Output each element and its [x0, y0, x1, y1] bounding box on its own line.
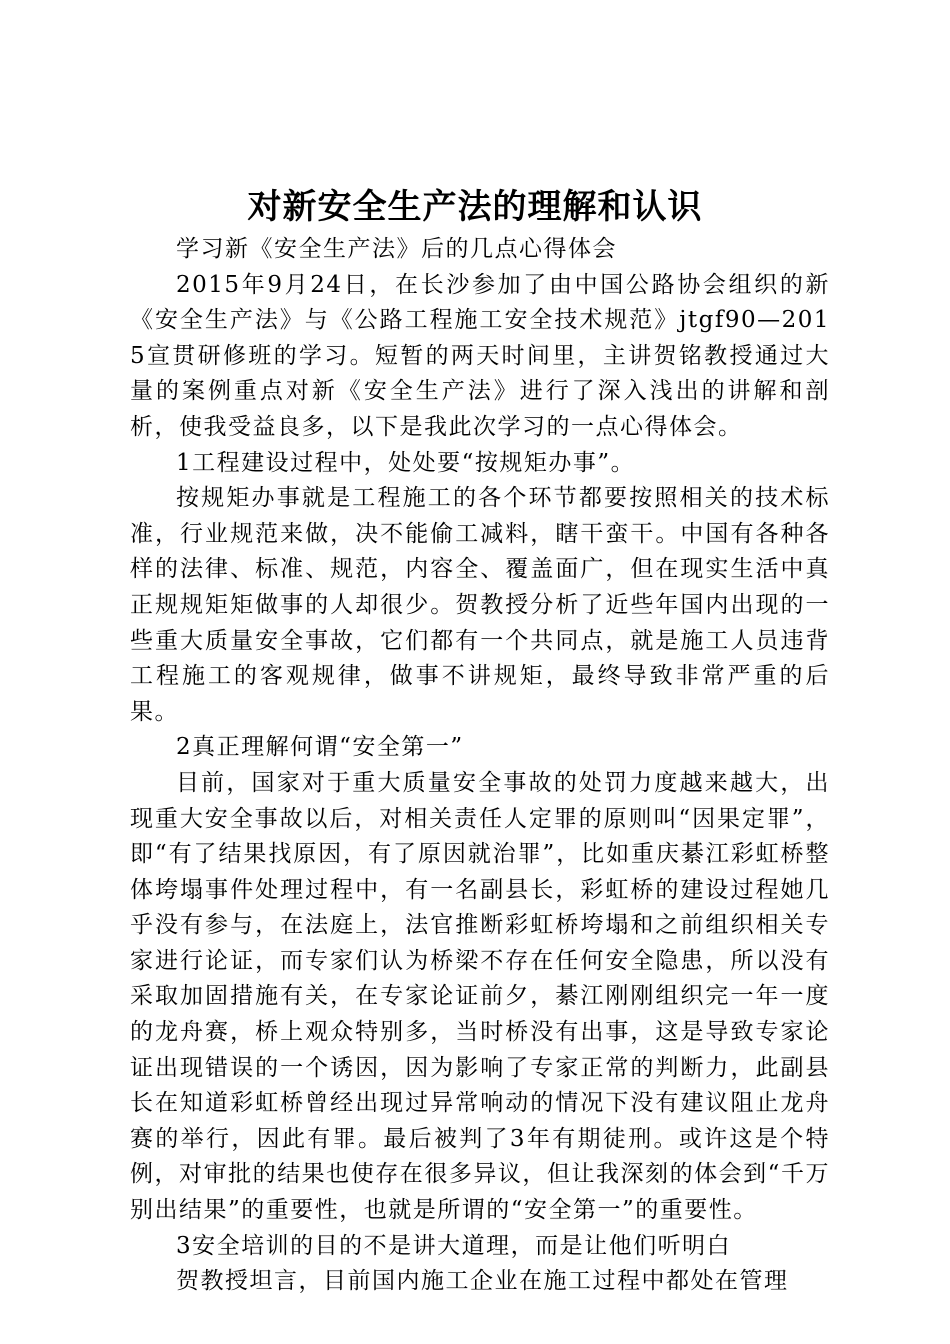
section-heading-3: 3安全培训的目的不是讲大道理，而是让他们听明白 [176, 1232, 732, 1259]
paragraph-section-2: 目前，国家对于重大质量安全事故的处罚力度越来越大，出现重大安全事故以后，对相关责任人定罪的原则叫“因果定罪”，即“有了结果找原因，有了原因就治罪”，比如重庆綦江彩虹桥整体垮塌事件处理过程中，有一名副县长，彩虹桥的建设过程她几乎没有参与，在法庭上，法官推断彩虹桥垮塌和之前组织相关专家进行论证，而专家们认为桥梁不存在任何安全隐患，所以没有采取加固措施有关，在专家论证前夕，綦江刚刚组织完一年一度的龙舟赛，桥上观众特别多，当时桥没有出事，这是导致专家论证出现错误的一个诱因，因为影响了专家正常的判断力，此副县长在知道彩虹桥曾经出现过异常响动的情况下没有建议阻止龙舟赛的举行，因此有罪。最后被判了3年有期徒刑。或许这是个特例，对审批的结果也使存在很多异议，但让我深刻的体会到“千万别出结果”的重要性，也就是所谓的“安全第一”的重要性。 [130, 769, 830, 1224]
document-title: 对新安全生产法的理解和认识 [247, 187, 703, 227]
paragraph-section-3: 贺教授坦言，目前国内施工企业在施工过程中都处在管理 [176, 1268, 789, 1295]
paragraph-subtitle: 学习新《安全生产法》后的几点心得体会 [176, 236, 617, 262]
section-heading-2: 2真正理解何谓“安全第一” [176, 734, 464, 761]
paragraph-section-1: 按规矩办事就是工程施工的各个环节都要按照相关的技术标准，行业规范来做，决不能偷工减料，瞎干蛮干。中国有各种各样的法律、标准、规范，内容全、覆盖面广，但在现实生活中真正规规矩矩做事的人却很少。贺教授分析了近些年国内出现的一些重大质量安全事故，它们都有一个共同点，就是施工人员违背工程施工的客观规律，做事不讲规矩，最终导致非常严重的后果。 [130, 485, 830, 725]
document-body [130, 232, 830, 1300]
section-heading-1: 1工程建设过程中，处处要“按规矩办事”。 [176, 449, 636, 476]
paragraph-intro: 2015年9月24日，在长沙参加了由中国公路协会组织的新《安全生产法》与《公路工程施工安全技术规范》jtgf90—2015宣贯研修班的学习。短暂的两天时间里，主讲贺铭教授通过大量的案例重点对新《安全生产法》进行了深入浅出的讲解和剖析，使我受益良多，以下是我此次学习的一点心得体会。 [130, 271, 830, 440]
